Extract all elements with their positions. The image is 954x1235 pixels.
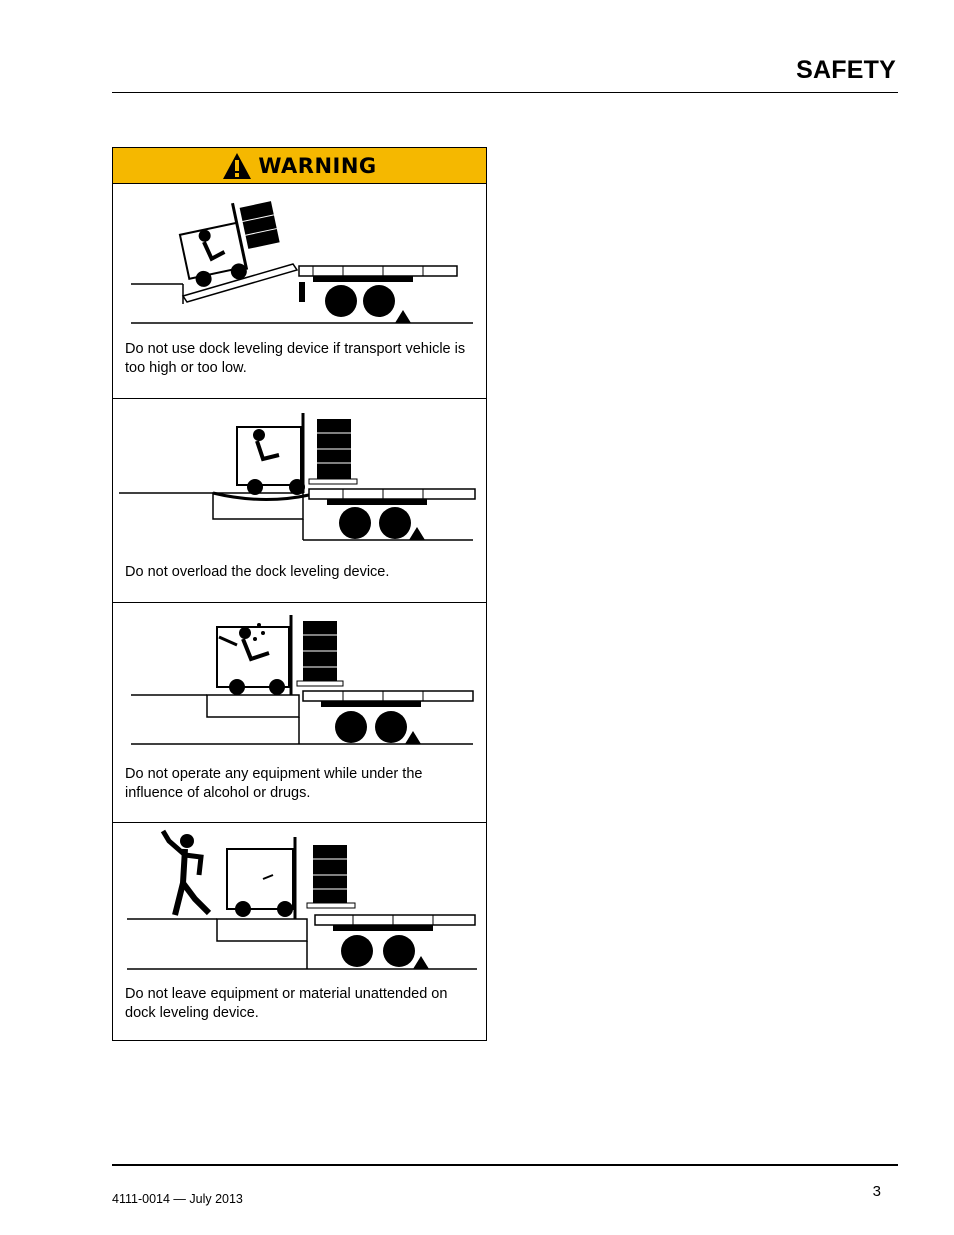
forklift-tilted-illustration bbox=[113, 184, 485, 334]
panel-2-caption: Do not overload the dock leveling device. bbox=[125, 564, 390, 580]
panel-4-caption: Do not leave equipment or material unattended on dock leveling device. bbox=[125, 986, 448, 1021]
footer-rule bbox=[112, 1164, 898, 1166]
panel-1-caption: Do not use dock leveling device if transport vehicle is too high or too low. bbox=[125, 341, 466, 376]
warning-triangle-icon bbox=[222, 152, 252, 180]
document-reference: 4111-0014 — July 2013 bbox=[112, 1192, 243, 1206]
warning-panel-2 bbox=[113, 399, 486, 602]
header-rule bbox=[112, 92, 898, 93]
warning-panel-1 bbox=[113, 184, 486, 398]
warning-banner bbox=[113, 148, 486, 184]
forklift-impaired-illustration bbox=[113, 603, 485, 753]
forklift-overload-illustration bbox=[113, 399, 485, 549]
page-number: 3 bbox=[872, 1183, 881, 1200]
warning-panel-4 bbox=[113, 823, 486, 1040]
warning-panel-3 bbox=[113, 603, 486, 822]
page-title: SAFETY bbox=[796, 56, 896, 84]
panel-3-caption: Do not operate any equipment while under the influence of alcohol or drugs. bbox=[125, 766, 423, 801]
warning-label: WARNING bbox=[258, 153, 377, 178]
forklift-unattended-illustration bbox=[113, 823, 485, 973]
warning-box bbox=[112, 147, 487, 1041]
